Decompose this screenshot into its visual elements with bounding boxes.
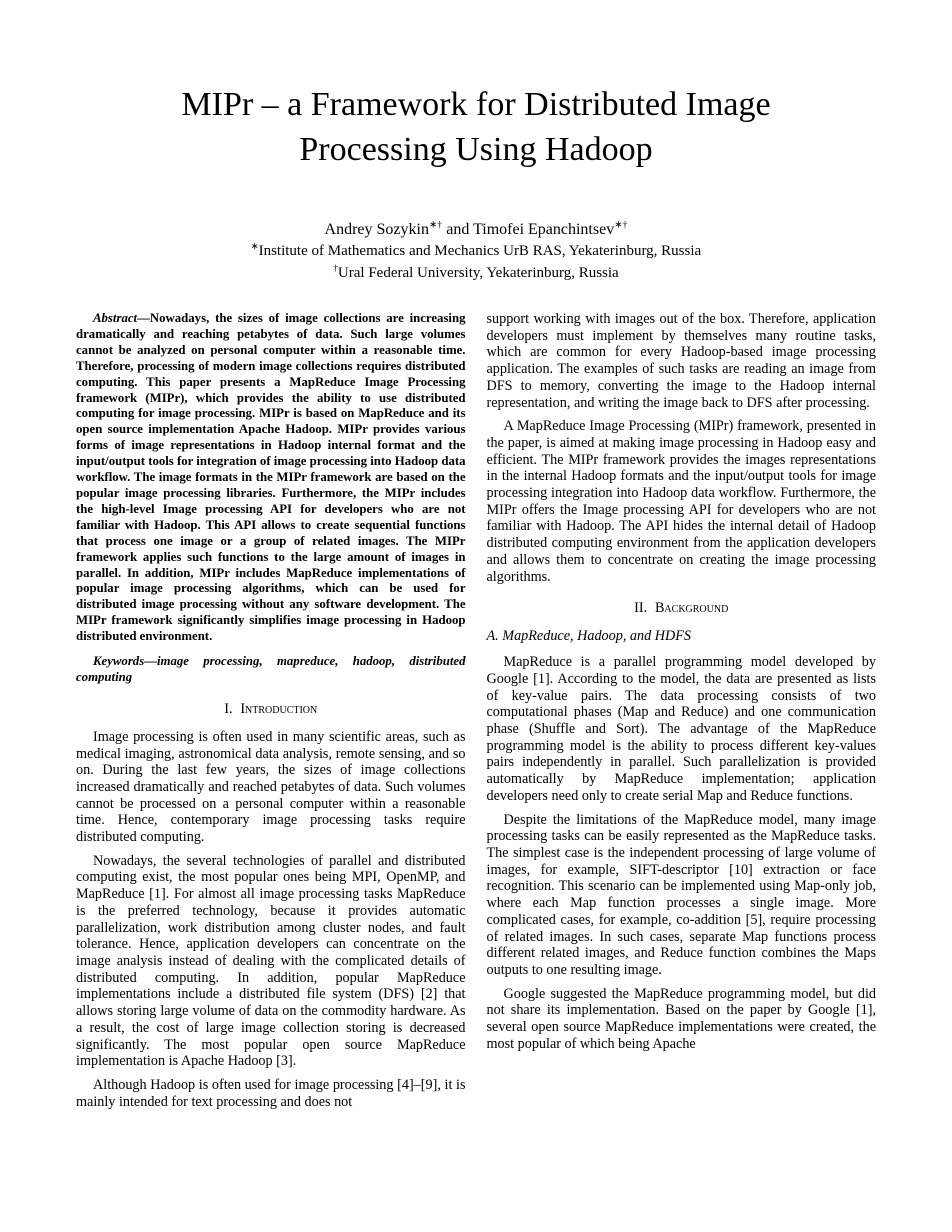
background-paragraph-1: MapReduce is a parallel programming model developed by Google [1]. According to the model, the data are presented as lists of key-value pairs. The data processing consists of two computational phases (Map and Reduce) and one communication phase (Shuffle and Sort). The advantage of the MapReduce programming model is the ability to process different key-values pairs independently in parallel. Such parallelization is provided automatically by MapReduce implementation; application developers need only to create serial Map and Reduce functions. — [486, 654, 876, 804]
intro-paragraph-2: Nowadays, the several technologies of parallel and distributed computing exist, the most popular ones being MPI, OpenMP, and MapReduce [1]. For almost all image processing tasks MapReduce is the preferred technology, because it provides automatic parallelization, work distribution among cluster nodes, and fault tolerance. Hence, application developers can concentrate on the image analysis instead of dealing with the complicated details of distributed computing. In addition, popular MapReduce implementations include a distributed file system (DFS) [2] that allows storing large volume of data on the commodity hardware. As a result, the cost of large image collection storing is decreased significantly. The most popular open source MapReduce implementation is Apache Hadoop [3]. — [76, 852, 466, 1070]
affiliation-1-marker: ∗ — [250, 242, 259, 252]
left-column — [76, 311, 466, 1117]
intro-paragraph-3: Although Hadoop is often used for image processing [4]–[9], it is mainly intended for text processing and does not — [76, 1076, 466, 1110]
affiliation-line-2 — [76, 263, 876, 285]
subsection-heading-a: A. MapReduce, Hadoop, and HDFS — [486, 628, 691, 645]
section-number-introduction: I. — [224, 700, 233, 717]
author-separator: and — [442, 221, 474, 238]
paper-title — [76, 82, 876, 172]
section-title-introduction: Introduction — [240, 700, 318, 717]
affiliation-2-text: Ural Federal University, Yekaterinburg, Russia — [337, 264, 619, 281]
author-affiliation-marks-2: ∗† — [614, 219, 628, 231]
author-name-2: Timofei Epanchintsev — [473, 221, 615, 238]
affiliation-2-marker: † — [333, 263, 338, 274]
keywords-label: Keywords— — [93, 654, 157, 669]
intro-paragraph-4: A MapReduce Image Processing (MIPr) framework, presented in the paper, is aimed at making image processing in Hadoop easy and efficient. The MIPr framework provides the images representations in the internal Hadoop formats and the input/output tools for image processing integration into Hadoop data workflow. Furthermore, the MIPr offers the Image processing API for developers who are not familiar with Hadoop. The API hides the internal detail of Hadoop distributed computing environment from the application developers and allows them to concentrate on creating the image processing algorithms. — [486, 418, 876, 585]
section-heading-background — [487, 600, 877, 617]
right-column — [487, 311, 877, 1117]
paper-title-line-1: MIPr – a Framework for Distributed Image — [181, 86, 771, 123]
section-title-background: Background — [654, 600, 729, 617]
author-affiliation-marks-1: ∗† — [428, 219, 443, 231]
paper-title-line-2: Processing Using Hadoop — [299, 131, 653, 168]
abstract-text: Nowadays, the sizes of image collections are increasing dramatically and reaching petabytes of data. Such large volumes cannot be analyzed on personal computer within a reasonable time. Therefore, processing of modern image collections requires distributed computing. This paper presents a MapReduce Image Processing framework (MIPr), which provides the ability to use distributed computing for image processing. MIPr is based on MapReduce and its open source implementation Apache Hadoop. MIPr provides various forms of image representations in Hadoop internal format and the input/output tools for integration of image processing into Hadoop data workflow. The image formats in the MIPr framework are based on the popular image processing libraries. Furthermore, the MIPr includes the high-level Image processing API for developers who are not familiar with Hadoop. This API allows to create sequential functions that process one image or a group of related images. The MIPr framework applies such functions to the large amount of images in parallel. In addition, MIPr includes MapReduce implementations of popular image processing algorithms, which can be used for distributed image processing without any software development. The MIPr framework significantly simplifies image processing in Hadoop distributed environment. — [76, 311, 466, 644]
two-column-body — [76, 311, 876, 1117]
affiliation-line-1 — [76, 241, 876, 263]
keywords-paragraph — [76, 654, 466, 686]
author-name-1: Andrey Sozykin — [324, 221, 429, 238]
section-number-background: II. — [634, 600, 648, 617]
section-heading-introduction — [76, 701, 466, 718]
abstract-paragraph — [76, 311, 466, 645]
author-line — [76, 218, 876, 241]
abstract-label: Abstract— — [93, 311, 150, 325]
intro-paragraph-3-continued: support working with images out of the box. Therefore, application developers must implement by themselves many routine tasks, which are common for every Hadoop-based image processing application. The examples of such tasks are reading an image from DFS to memory, converting the image to the Hadoop internal representation, and writing the image back to DFS after processing. — [486, 311, 876, 411]
authors-block — [76, 218, 876, 284]
background-paragraph-3: Google suggested the MapReduce programming model, but did not share its implementation. Based on the paper by Google [1], several open source MapReduce implementations were created, the most popular of which being Apache — [486, 985, 876, 1052]
background-paragraph-2: Despite the limitations of the MapReduce model, many image processing tasks can be easily represented as the MapReduce tasks. The simplest case is the independent processing of large volume of images, for example, SIFT-descriptor [10] extraction or face recognition. This scenario can be implemented using Map-only job, where each Map function processes a single image. More complicated cases, for example, co-addition [5], require processing of related images. In such cases, separate Map functions process different related images, and Reduce function combines the Maps outputs to one resulting image. — [486, 811, 876, 978]
intro-paragraph-1: Image processing is often used in many scientific areas, such as medical imaging, astronomical data analysis, remote sensing, and so on. During the last few years, the sizes of image collections increased dramatically and reached petabytes of data. Such volumes cannot be processed on a personal computer within a reasonable time. Hence, contemporary image processing tasks require distributed computing. — [76, 728, 466, 846]
affiliation-1-text: Institute of Mathematics and Mechanics UrB RAS, Yekaterinburg, Russia — [258, 243, 702, 259]
keywords-text: image processing, mapreduce, hadoop, distributed computing — [76, 654, 466, 684]
